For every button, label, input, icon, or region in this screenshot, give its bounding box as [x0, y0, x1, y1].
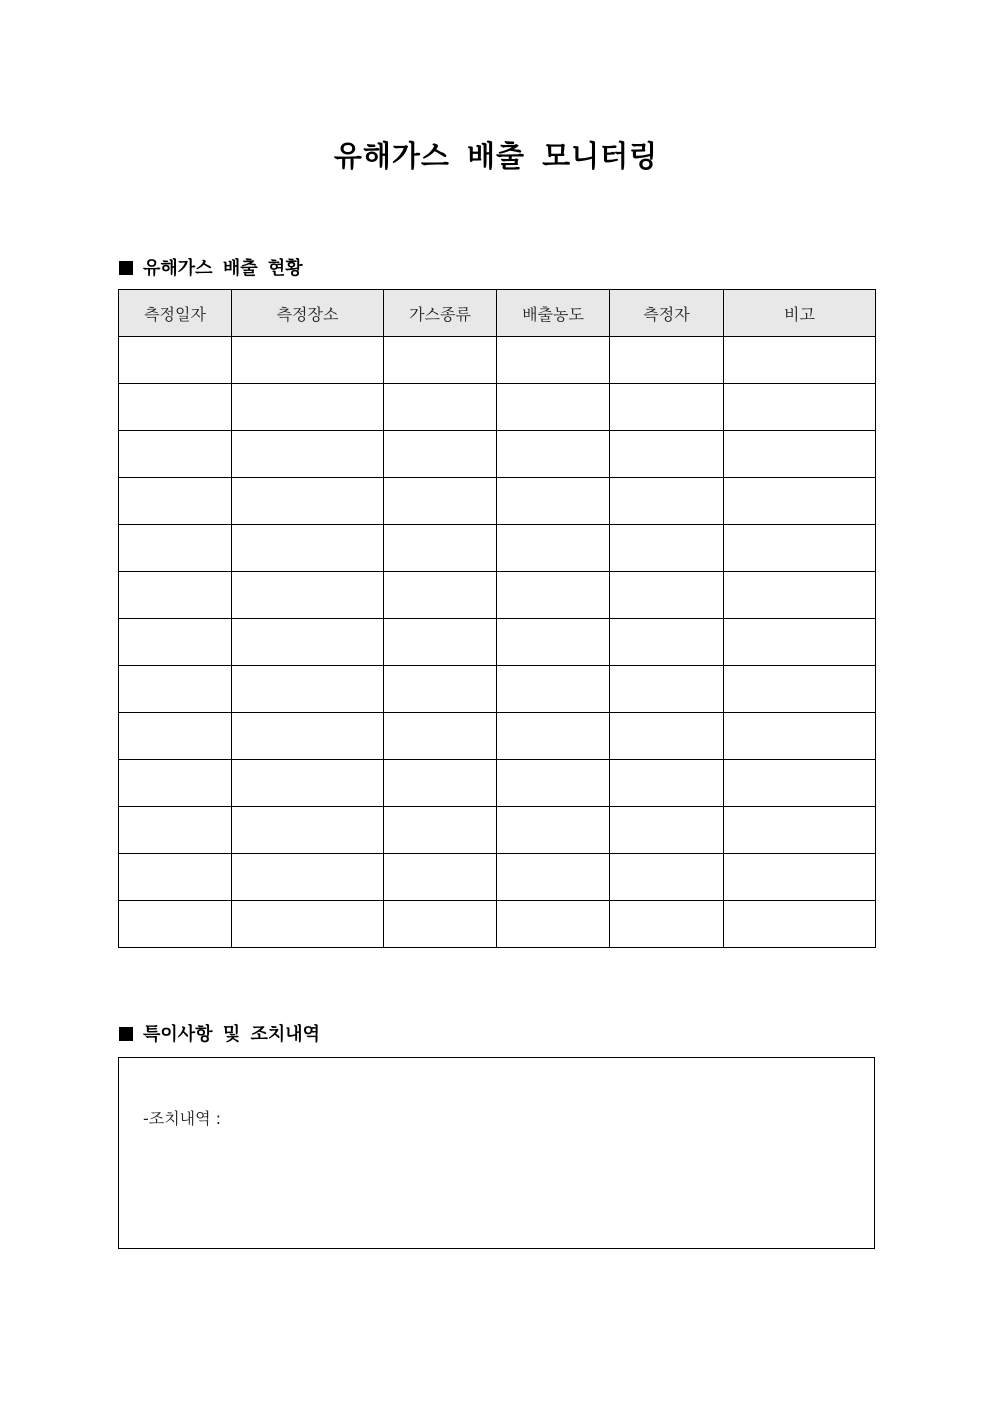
table-cell[interactable]	[610, 760, 724, 807]
table-cell[interactable]	[384, 713, 497, 760]
table-cell[interactable]	[610, 807, 724, 854]
table-cell[interactable]	[497, 525, 610, 572]
table-cell[interactable]	[724, 337, 876, 384]
table-cell[interactable]	[384, 760, 497, 807]
emission-table	[118, 289, 876, 948]
table-cell[interactable]	[610, 431, 724, 478]
table-cell[interactable]	[232, 619, 384, 666]
table-row	[119, 666, 876, 713]
table-cell[interactable]	[610, 572, 724, 619]
table-cell[interactable]	[724, 760, 876, 807]
header-location: 측정장소	[232, 290, 384, 337]
table-row	[119, 478, 876, 525]
table-cell[interactable]	[497, 384, 610, 431]
table-cell[interactable]	[232, 666, 384, 713]
table-cell[interactable]	[119, 572, 232, 619]
table-cell[interactable]	[232, 572, 384, 619]
table-cell[interactable]	[497, 666, 610, 713]
page-title: 유해가스 배출 모니터링	[333, 139, 659, 173]
table-row	[119, 713, 876, 760]
table-cell[interactable]	[384, 525, 497, 572]
table-cell[interactable]	[497, 619, 610, 666]
table-cell[interactable]	[232, 901, 384, 948]
table-cell[interactable]	[119, 666, 232, 713]
table-row	[119, 901, 876, 948]
table-cell[interactable]	[232, 525, 384, 572]
table-cell[interactable]	[497, 760, 610, 807]
table-cell[interactable]	[724, 854, 876, 901]
table-cell[interactable]	[232, 478, 384, 525]
section-title: 특이사항 및 조치내역	[143, 1024, 321, 1045]
table-cell[interactable]	[119, 901, 232, 948]
table-cell[interactable]	[497, 854, 610, 901]
table-cell[interactable]	[497, 431, 610, 478]
table-cell[interactable]	[724, 525, 876, 572]
section-heading-notes	[119, 1020, 320, 1046]
table-cell[interactable]	[384, 666, 497, 713]
table-cell[interactable]	[724, 384, 876, 431]
table-cell[interactable]	[610, 666, 724, 713]
table-row	[119, 431, 876, 478]
table-cell[interactable]	[610, 337, 724, 384]
table-cell[interactable]	[232, 431, 384, 478]
table-row	[119, 619, 876, 666]
table-cell[interactable]	[724, 807, 876, 854]
table-cell[interactable]	[232, 760, 384, 807]
table-cell[interactable]	[232, 807, 384, 854]
table-cell[interactable]	[610, 901, 724, 948]
table-cell[interactable]	[497, 337, 610, 384]
table-row	[119, 572, 876, 619]
table-cell[interactable]	[497, 478, 610, 525]
section-heading-emission-status	[119, 254, 303, 280]
table-cell[interactable]	[724, 713, 876, 760]
table-cell[interactable]	[610, 619, 724, 666]
header-remarks: 비고	[724, 290, 876, 337]
table-cell[interactable]	[119, 807, 232, 854]
table-cell[interactable]	[497, 713, 610, 760]
notes-box[interactable]	[118, 1057, 875, 1249]
table-cell[interactable]	[384, 572, 497, 619]
table-cell[interactable]	[384, 384, 497, 431]
table-cell[interactable]	[119, 854, 232, 901]
table-cell[interactable]	[384, 901, 497, 948]
table-cell[interactable]	[610, 384, 724, 431]
table-cell[interactable]	[724, 431, 876, 478]
table-cell[interactable]	[497, 572, 610, 619]
table-header-row	[119, 290, 876, 337]
table-cell[interactable]	[384, 854, 497, 901]
table-cell[interactable]	[384, 337, 497, 384]
header-measurer: 측정자	[610, 290, 724, 337]
table-row	[119, 337, 876, 384]
header-date: 측정일자	[119, 290, 232, 337]
table-cell[interactable]	[610, 525, 724, 572]
table-cell[interactable]	[119, 713, 232, 760]
table-cell[interactable]	[119, 384, 232, 431]
table-row	[119, 807, 876, 854]
header-concentration: 배출농도	[497, 290, 610, 337]
table-cell[interactable]	[384, 807, 497, 854]
table-cell[interactable]	[724, 478, 876, 525]
table-cell[interactable]	[119, 619, 232, 666]
table-cell[interactable]	[384, 478, 497, 525]
table-cell[interactable]	[610, 713, 724, 760]
table-cell[interactable]	[384, 619, 497, 666]
table-row	[119, 384, 876, 431]
table-cell[interactable]	[724, 901, 876, 948]
table-cell[interactable]	[724, 572, 876, 619]
section-title: 유해가스 배출 현황	[143, 258, 303, 279]
table-row	[119, 854, 876, 901]
table-cell[interactable]	[497, 807, 610, 854]
table-cell[interactable]	[497, 901, 610, 948]
table-cell[interactable]	[724, 666, 876, 713]
table-cell[interactable]	[232, 384, 384, 431]
table-cell[interactable]	[610, 478, 724, 525]
table-cell[interactable]	[610, 854, 724, 901]
square-bullet-icon	[119, 1027, 133, 1041]
table-cell[interactable]	[724, 619, 876, 666]
table-row	[119, 760, 876, 807]
table-cell[interactable]	[119, 525, 232, 572]
table-cell[interactable]	[232, 713, 384, 760]
table-cell[interactable]	[119, 337, 232, 384]
action-label: -조치내역 :	[143, 1109, 222, 1128]
table-cell[interactable]	[232, 854, 384, 901]
table-cell[interactable]	[232, 337, 384, 384]
table-cell[interactable]	[119, 760, 232, 807]
table-cell[interactable]	[384, 431, 497, 478]
square-bullet-icon	[119, 261, 133, 275]
table-cell[interactable]	[119, 431, 232, 478]
table-cell[interactable]	[119, 478, 232, 525]
table-row	[119, 525, 876, 572]
header-gas-type: 가스종류	[384, 290, 497, 337]
